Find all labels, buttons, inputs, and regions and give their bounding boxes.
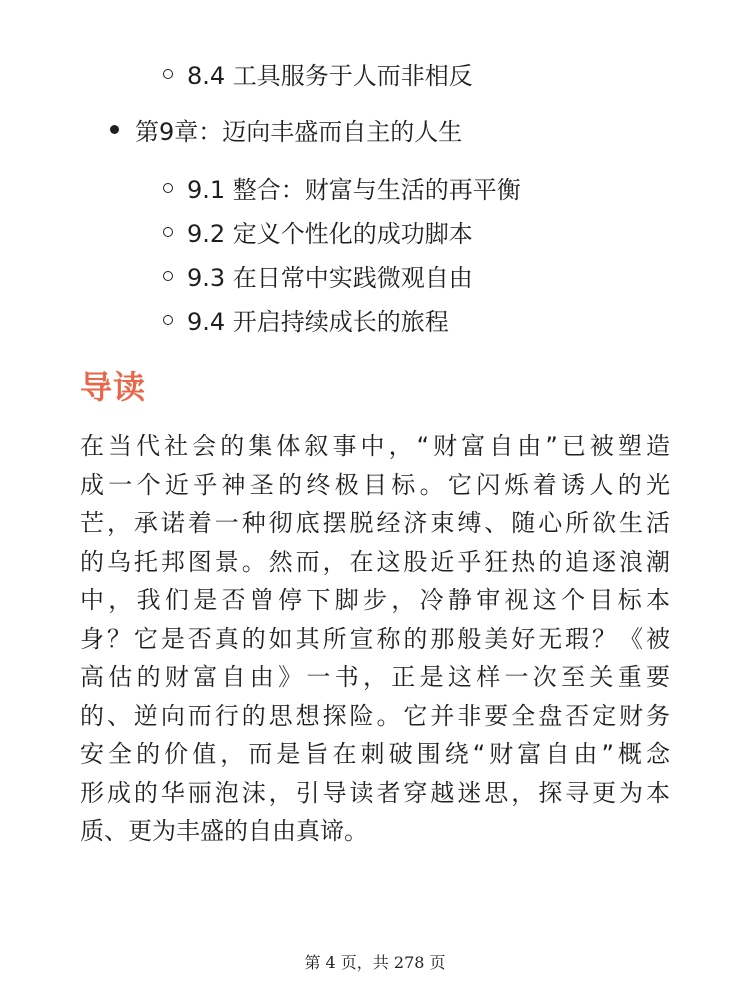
toc-item[interactable] — [163, 56, 473, 91]
toc-item-label: 9.1 整合：财富与生活的再平衡 — [187, 176, 521, 204]
toc-item-label: 9.2 定义个性化的成功脚本 — [187, 220, 473, 248]
toc-item[interactable] — [163, 258, 473, 293]
toc-item[interactable] — [163, 170, 521, 205]
paragraph-line: 质、更为丰盛的自由真谛。 — [80, 817, 368, 845]
circle-bullet-icon — [163, 227, 173, 237]
paragraph-line: 安全的价值，而是旨在刺破围绕“财富自由”概念 — [80, 740, 670, 768]
section-title: 导读 — [80, 368, 147, 406]
paragraph-line: 的、逆向而行的思想探险。它并非要全盘否定财务 — [80, 701, 670, 730]
toc-item[interactable] — [163, 214, 473, 249]
circle-bullet-icon — [163, 271, 173, 281]
intro-paragraph — [80, 427, 670, 851]
paragraph-line: 身？它是否真的如其所宣称的那般美好无瑕？《被 — [80, 624, 670, 653]
circle-bullet-icon — [163, 315, 173, 325]
toc-chapter-label: 第9章：迈向丰盛而自主的人生 — [135, 118, 463, 146]
paragraph-line: 高估的财富自由》一书，正是这样一次至关重要 — [80, 663, 670, 691]
paragraph-line: 芒，承诺着一种彻底摆脱经济束缚、随心所欲生活 — [80, 509, 670, 537]
toc-item-label: 9.3 在日常中实践微观自由 — [187, 264, 473, 292]
toc-chapter[interactable] — [110, 112, 462, 147]
page-number: 第 4 页，共 278 页 — [304, 953, 446, 972]
disc-bullet-icon — [110, 125, 119, 134]
toc-item-label: 9.4 开启持续成长的旅程 — [187, 308, 449, 336]
circle-bullet-icon — [163, 69, 173, 79]
toc-item[interactable] — [163, 302, 449, 337]
circle-bullet-icon — [163, 183, 173, 193]
paragraph-line: 形成的华丽泡沫，引导读者穿越迷思，探寻更为本 — [80, 778, 670, 807]
paragraph-line: 成一个近乎神圣的终极目标。它闪烁着诱人的光 — [80, 470, 670, 499]
paragraph-line: 在当代社会的集体叙事中，“财富自由”已被塑造 — [80, 432, 670, 460]
toc-item-label: 8.4 工具服务于人而非相反 — [187, 62, 473, 90]
paragraph-line: 的乌托邦图景。然而，在这股近乎狂热的追逐浪潮 — [80, 547, 670, 576]
paragraph-line: 中，我们是否曾停下脚步，冷静审视这个目标本 — [80, 586, 670, 614]
